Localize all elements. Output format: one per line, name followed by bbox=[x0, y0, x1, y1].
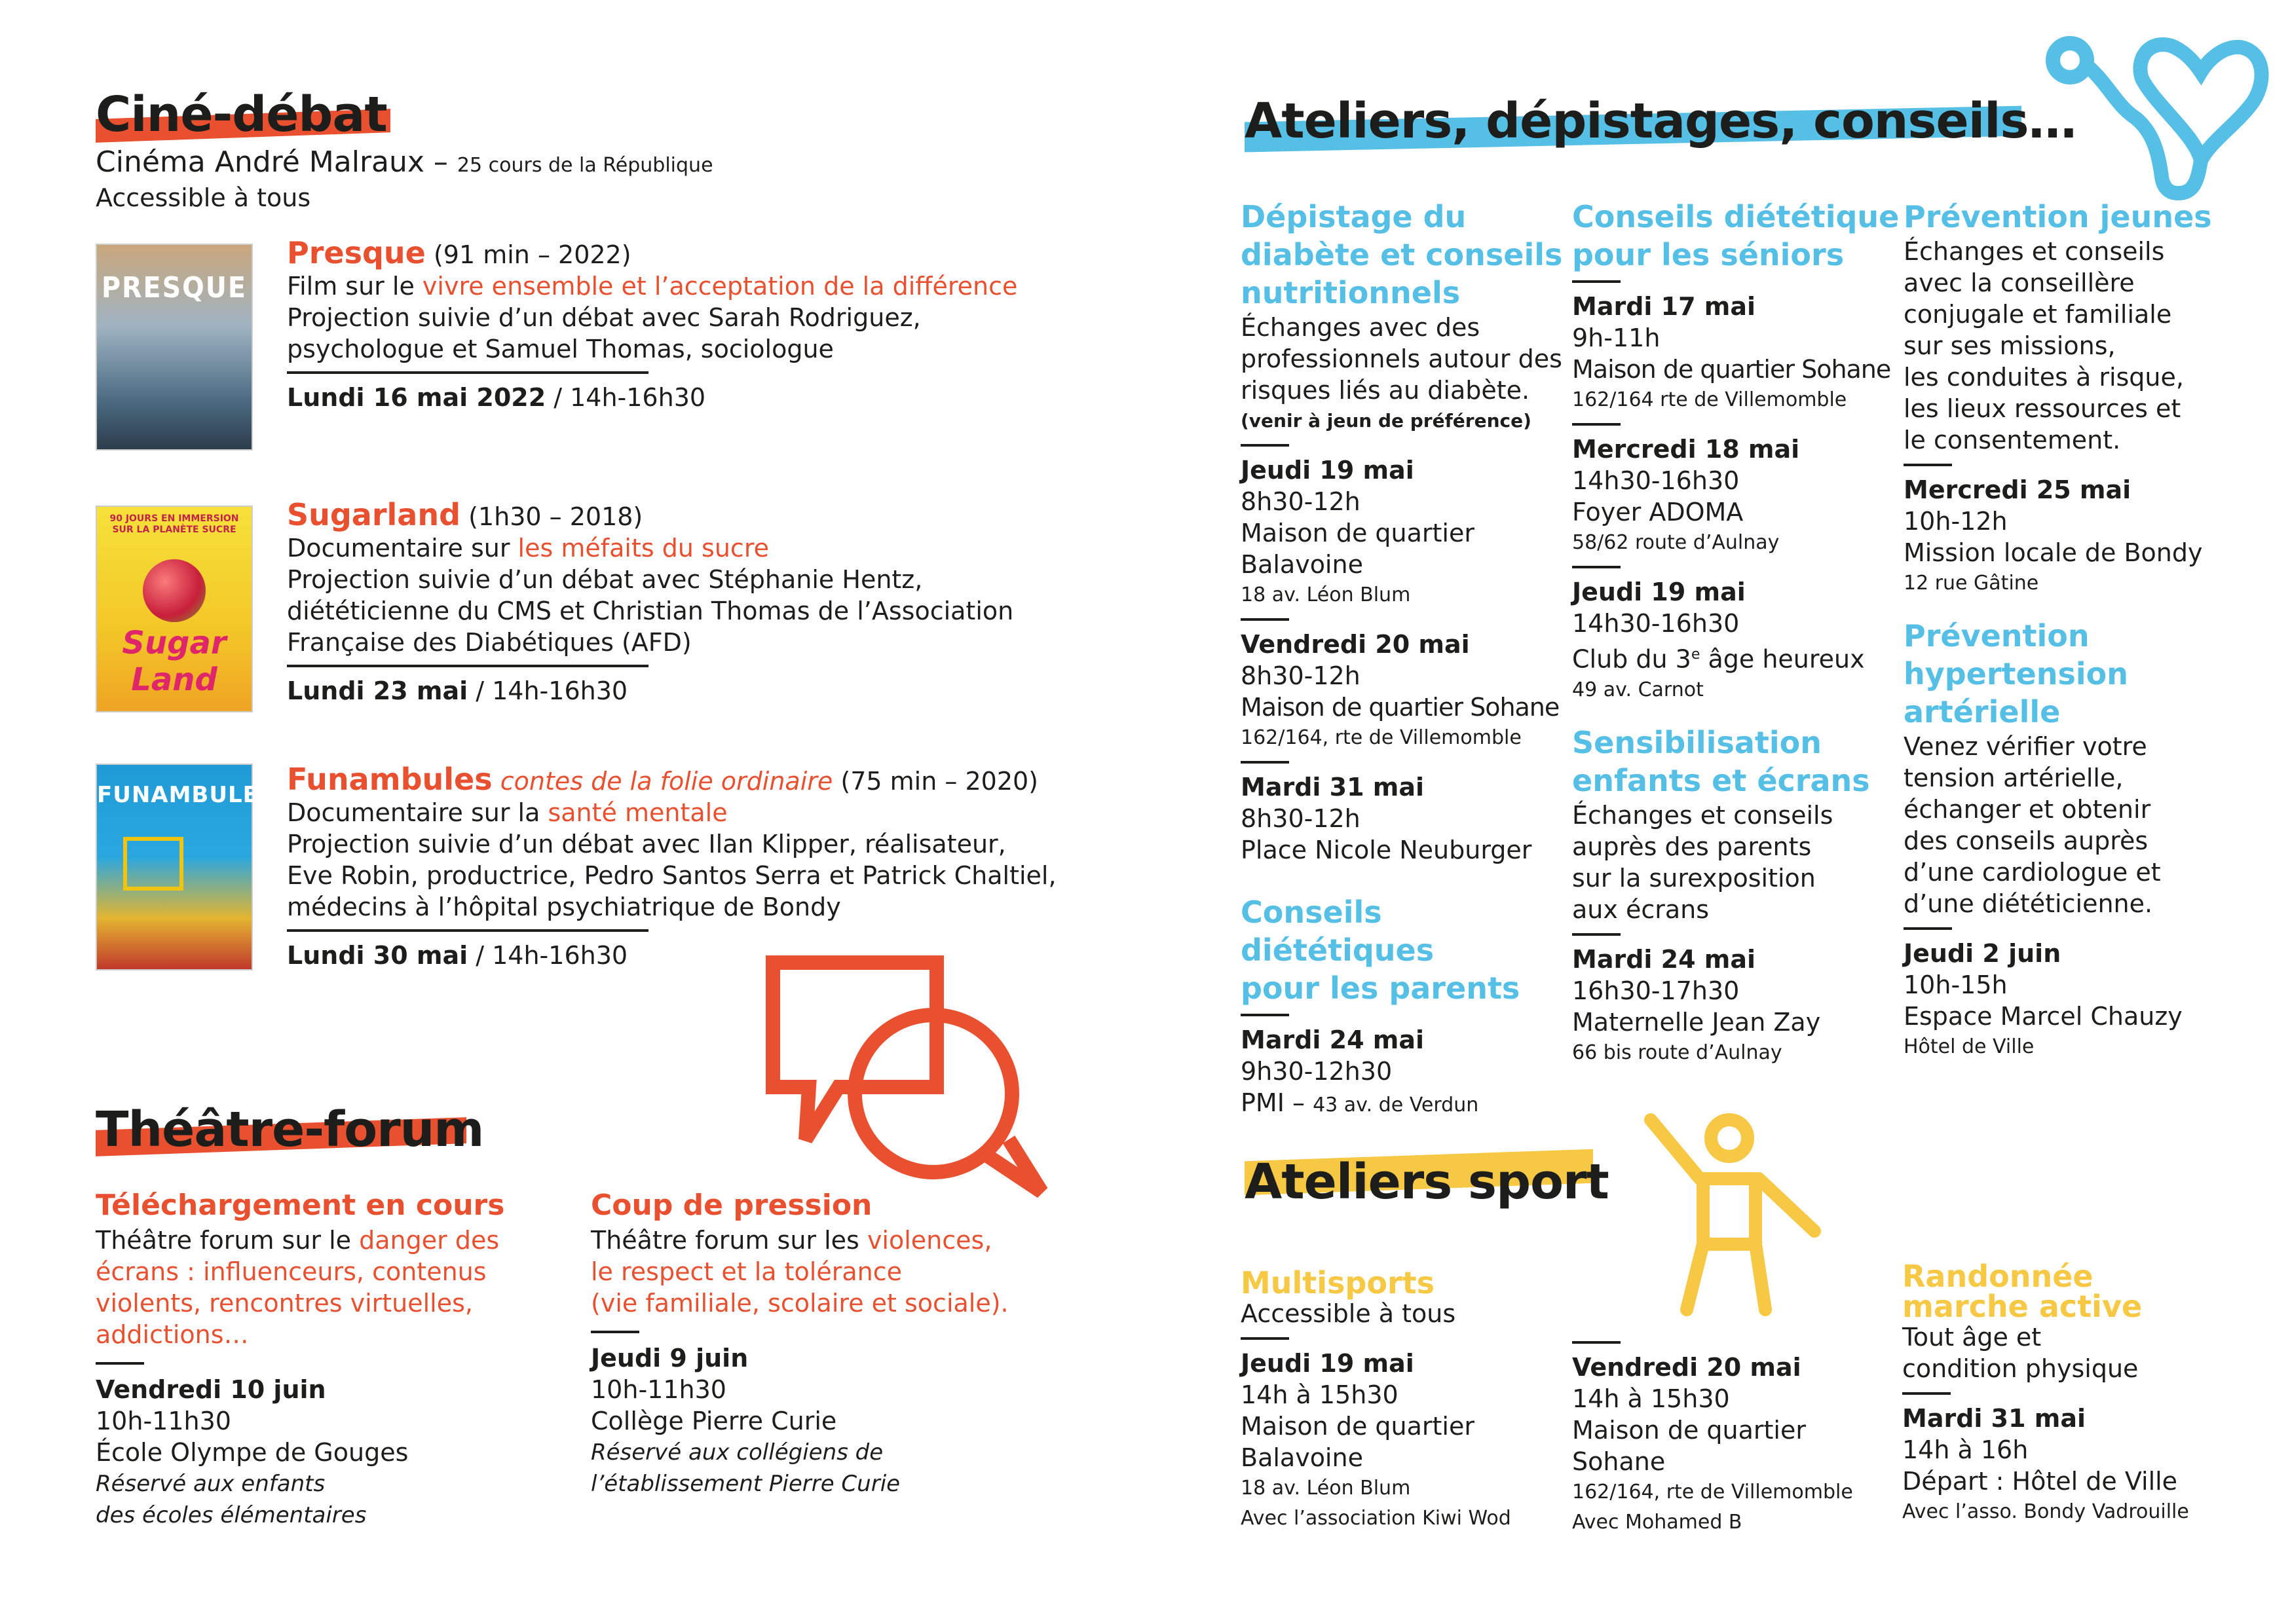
sport-col1-place1: Maison de quartier bbox=[1241, 1412, 1474, 1441]
ateliers-col3 bbox=[1904, 198, 2270, 1062]
speech-bubbles-icon bbox=[760, 950, 1061, 1198]
col2-heading-1: Conseils diététique bbox=[1572, 199, 1900, 234]
col3-desc3: conjugale et familiale bbox=[1904, 300, 2172, 329]
sport-col3 bbox=[1902, 1261, 2269, 1527]
film-funambules-rule bbox=[287, 929, 648, 932]
col1-s2-addr: 162/164, rte de Villemomble bbox=[1241, 726, 1522, 749]
col2-s3-date: Jeudi 19 mai bbox=[1572, 578, 1746, 606]
show-coup-time: 10h-11h30 bbox=[591, 1375, 726, 1404]
col2-s1-time: 9h-11h bbox=[1572, 323, 1661, 352]
poster-sugarland-apple bbox=[143, 559, 206, 622]
col2-heading-3: Sensibilisation bbox=[1572, 724, 1822, 760]
col2-rule-4 bbox=[1572, 933, 1621, 936]
film-presque-theme: Film sur le vivre ensemble et l’acceptation de la différence bbox=[287, 272, 1018, 301]
col3-desc2: avec la conseillère bbox=[1904, 268, 2135, 297]
ateliers-col2 bbox=[1572, 198, 1900, 1068]
film-funambules-desc3: médecins à l’hôpital psychiatrique de Bondy bbox=[287, 893, 841, 921]
col1-heading-1: Dépistage du bbox=[1241, 199, 1467, 234]
col3-e5: d’une cardiologue et bbox=[1904, 858, 2161, 887]
film-presque-rule bbox=[287, 371, 648, 374]
poster-presque-title: PRESQUE bbox=[102, 271, 247, 304]
col1-s3-date: Mardi 31 mai bbox=[1241, 773, 1425, 802]
col2-desc3: sur la surexposition bbox=[1572, 863, 1816, 893]
sport-col3-place: Départ : Hôtel de Ville bbox=[1902, 1467, 2178, 1496]
col2-s3-addr: 49 av. Carnot bbox=[1572, 678, 1704, 701]
col1-desc2: professionnels autour des bbox=[1241, 344, 1562, 373]
sport-col1-addr: 18 av. Léon Blum bbox=[1241, 1477, 1411, 1500]
poster-sugarland bbox=[96, 506, 253, 712]
col3-e6: d’une diététicienne. bbox=[1904, 889, 2153, 918]
col1-s1-date: Jeudi 19 mai bbox=[1241, 456, 1414, 485]
sport-col1 bbox=[1241, 1265, 1568, 1534]
col1-rule-3 bbox=[1241, 761, 1289, 764]
col1-rule-2 bbox=[1241, 618, 1289, 621]
col1-note: (venir à jeun de préférence) bbox=[1241, 410, 1531, 432]
col2-s2-addr: 58/62 route d’Aulnay bbox=[1572, 531, 1780, 554]
col1-s3-time: 8h30-12h bbox=[1241, 804, 1361, 833]
col2-s1-place: Maison de quartier Sohane bbox=[1572, 355, 1891, 384]
col1-s4-time: 9h30-12h30 bbox=[1241, 1057, 1393, 1086]
col1-s1-addr: 18 av. Léon Blum bbox=[1241, 583, 1411, 606]
col3-heading-3: hypertension bbox=[1904, 656, 2128, 692]
show-telechargement-note2: des écoles élémentaires bbox=[96, 1502, 367, 1528]
sport-col2-place2: Sohane bbox=[1572, 1447, 1666, 1476]
col1-rule-4 bbox=[1241, 1014, 1289, 1016]
sport-header bbox=[1245, 1153, 1638, 1218]
sport-col2-time: 14h à 15h30 bbox=[1572, 1384, 1730, 1413]
show-telechargement-l3: violents, rencontres virtuelles, bbox=[96, 1289, 473, 1318]
show-telechargement-rule bbox=[96, 1362, 144, 1365]
poster-funambules-frame bbox=[123, 837, 183, 891]
col3-rule-2 bbox=[1904, 927, 1952, 930]
ateliers-title: Ateliers, dépistages, conseils… bbox=[1245, 93, 2076, 149]
col1-desc3: risques liés au diabète. bbox=[1241, 376, 1530, 405]
col3-s2-place: Espace Marcel Chauzy bbox=[1904, 1002, 2183, 1031]
col3-s2-date: Jeudi 2 juin bbox=[1904, 939, 2061, 968]
sport-col2-with: Avec Mohamed B bbox=[1572, 1511, 1742, 1534]
col3-e1: Venez vérifier votre bbox=[1904, 732, 2147, 761]
col1-s1-time: 8h30-12h bbox=[1241, 487, 1361, 516]
sport-col1-sub: Accessible à tous bbox=[1241, 1299, 1456, 1328]
col2-rule-2 bbox=[1572, 423, 1621, 426]
col2-s4-time: 16h30-17h30 bbox=[1572, 976, 1740, 1005]
show-telechargement bbox=[96, 1187, 567, 1531]
sport-col3-rule bbox=[1902, 1392, 1951, 1395]
col2-desc4: aux écrans bbox=[1572, 895, 1709, 924]
col2-rule-3 bbox=[1572, 566, 1621, 568]
film-sugarland-rule bbox=[287, 665, 648, 667]
film-sugarland-desc3: Française des Diabétiques (AFD) bbox=[287, 628, 692, 657]
col2-s2-time: 14h30-16h30 bbox=[1572, 466, 1740, 495]
film-funambules-desc1: Projection suivie d’un débat avec Ilan Klipper, réalisateur, bbox=[287, 830, 1006, 858]
col1-s4-place: PMI – 43 av. de Verdun bbox=[1241, 1088, 1479, 1117]
show-telechargement-place: École Olympe de Gouges bbox=[96, 1438, 409, 1467]
col2-heading-4: enfants et écrans bbox=[1572, 762, 1870, 798]
stick-figure-icon bbox=[1638, 1107, 1834, 1329]
sport-col1-heading: Multisports bbox=[1241, 1265, 1435, 1301]
col1-s1-place2: Balavoine bbox=[1241, 550, 1363, 579]
theatre-title: Théâtre-forum bbox=[96, 1101, 484, 1158]
poster-sugarland-sub: 90 JOURS EN IMMERSION SUR LA PLANÈTE SUCRE bbox=[109, 513, 239, 535]
col3-heading-4: artérielle bbox=[1904, 694, 2061, 729]
col3-s1-addr: 12 rue Gâtine bbox=[1904, 572, 2039, 595]
col3-desc4: sur ses missions, bbox=[1904, 331, 2116, 360]
col1-heading-5: pour les parents bbox=[1241, 970, 1520, 1006]
film-funambules-desc2: Eve Robin, productrice, Pedro Santos Serra et Patrick Chaltiel, bbox=[287, 861, 1057, 890]
col3-desc5: les conduites à risque, bbox=[1904, 363, 2184, 392]
sport-col1-date: Jeudi 19 mai bbox=[1241, 1349, 1414, 1378]
col1-s2-date: Vendredi 20 mai bbox=[1241, 630, 1470, 659]
sport-col2 bbox=[1572, 1341, 1900, 1538]
col3-rule-1 bbox=[1904, 464, 1952, 466]
sport-col3-sub1: Tout âge et bbox=[1902, 1323, 2042, 1352]
col2-s2-date: Mercredi 18 mai bbox=[1572, 435, 1800, 464]
col3-desc6: les lieux ressources et bbox=[1904, 394, 2181, 423]
col3-s1-date: Mercredi 25 mai bbox=[1904, 475, 2131, 504]
col2-desc2: auprès des parents bbox=[1572, 832, 1812, 861]
show-telechargement-l1: Théâtre forum sur le danger des bbox=[96, 1226, 500, 1255]
col2-s1-date: Mardi 17 mai bbox=[1572, 292, 1756, 321]
film-funambules bbox=[287, 764, 1138, 971]
sport-title: Ateliers sport bbox=[1245, 1154, 1609, 1210]
col1-s4-date: Mardi 24 mai bbox=[1241, 1025, 1425, 1054]
col3-heading-1: Prévention jeunes bbox=[1904, 199, 2212, 234]
col3-s2-addr: Hôtel de Ville bbox=[1904, 1035, 2035, 1058]
film-sugarland-heading: Sugarland (1h30 – 2018) bbox=[287, 497, 643, 532]
col2-rule-1 bbox=[1572, 280, 1621, 283]
film-presque bbox=[287, 237, 1073, 413]
show-telechargement-date: Vendredi 10 juin bbox=[96, 1375, 326, 1404]
col1-desc1: Échanges avec des bbox=[1241, 313, 1480, 342]
poster-funambules-title: FUNAMBULES bbox=[97, 782, 276, 808]
col1-heading-2: diabète et conseils bbox=[1241, 237, 1563, 272]
film-funambules-theme: Documentaire sur la santé mentale bbox=[287, 798, 728, 827]
col3-s2-time: 10h-15h bbox=[1904, 970, 2008, 999]
col1-heading-3: nutritionnels bbox=[1241, 275, 1461, 310]
film-funambules-heading: Funambules contes de la folie ordinaire (75 min – 2020) bbox=[287, 762, 1038, 797]
poster-presque bbox=[96, 244, 253, 451]
film-presque-heading: Presque (91 min – 2022) bbox=[287, 235, 631, 270]
film-presque-desc2: psychologue et Samuel Thomas, sociologue bbox=[287, 335, 834, 363]
sport-col1-rule bbox=[1241, 1337, 1289, 1340]
poster-sugarland-title: Sugar Land bbox=[122, 625, 227, 698]
sport-col1-time: 14h à 15h30 bbox=[1241, 1380, 1398, 1409]
film-sugarland bbox=[287, 499, 1073, 707]
col2-s4-place: Maternelle Jean Zay bbox=[1572, 1007, 1821, 1037]
film-presque-date: Lundi 16 mai 2022 / 14h-16h30 bbox=[287, 383, 706, 412]
show-telechargement-l4: addictions… bbox=[96, 1320, 249, 1349]
sport-col3-date: Mardi 31 mai bbox=[1902, 1404, 2086, 1433]
theatre-section bbox=[96, 1100, 1078, 1158]
show-coup-rule bbox=[591, 1331, 639, 1333]
sport-col1-place2: Balavoine bbox=[1241, 1443, 1363, 1472]
col3-s1-place: Mission locale de Bondy bbox=[1904, 538, 2203, 567]
sport-col2-rule bbox=[1572, 1341, 1621, 1344]
col3-desc1: Échanges et conseils bbox=[1904, 237, 2165, 266]
col2-s3-time: 14h30-16h30 bbox=[1572, 609, 1740, 638]
col2-s4-addr: 66 bis route d’Aulnay bbox=[1572, 1041, 1782, 1064]
ateliers-header bbox=[1245, 92, 2096, 157]
sport-col3-heading-2: marche active bbox=[1902, 1289, 2143, 1324]
show-coup-l1: Théâtre forum sur les violences, bbox=[591, 1226, 992, 1255]
sport-col3-heading-1: Randonnée bbox=[1902, 1259, 2093, 1294]
cine-venue: Cinéma André Malraux – 25 cours de la République bbox=[96, 145, 713, 179]
show-telechargement-title: Téléchargement en cours bbox=[96, 1189, 505, 1222]
col3-e2: tension artérielle, bbox=[1904, 764, 2124, 792]
ateliers-col1 bbox=[1241, 198, 1568, 1120]
col3-desc7: le consentement. bbox=[1904, 426, 2121, 454]
show-coup-place: Collège Pierre Curie bbox=[591, 1407, 837, 1435]
show-telechargement-note1: Réservé aux enfants bbox=[96, 1471, 326, 1497]
col3-e3: échanger et obtenir bbox=[1904, 795, 2151, 824]
show-coup-title: Coup de pression bbox=[591, 1189, 873, 1222]
col2-s2-place: Foyer ADOMA bbox=[1572, 498, 1744, 526]
sport-col2-place1: Maison de quartier bbox=[1572, 1416, 1806, 1445]
show-coup-l3: (vie familiale, scolaire et sociale). bbox=[591, 1289, 1009, 1318]
col2-desc1: Échanges et conseils bbox=[1572, 800, 1833, 830]
col2-s4-date: Mardi 24 mai bbox=[1572, 944, 1756, 974]
cine-title: Ciné-débat bbox=[96, 86, 387, 143]
show-coup-note1: Réservé aux collégiens de bbox=[591, 1439, 884, 1466]
sport-col3-sub2: condition physique bbox=[1902, 1354, 2139, 1383]
show-coup-de-pression bbox=[591, 1187, 1062, 1500]
col3-heading-2: Prévention bbox=[1904, 618, 2090, 654]
film-presque-desc1: Projection suivie d’un débat avec Sarah Rodriguez, bbox=[287, 303, 921, 332]
sport-col3-time: 14h à 16h bbox=[1902, 1435, 2029, 1464]
film-sugarland-desc2: diététicienne du CMS et Christian Thomas de l’Association bbox=[287, 597, 1014, 625]
film-sugarland-date: Lundi 23 mai / 14h-16h30 bbox=[287, 676, 628, 705]
col2-heading-2: pour les séniors bbox=[1572, 237, 1845, 272]
cine-access: Accessible à tous bbox=[96, 183, 311, 212]
sport-col1-with: Avec l’association Kiwi Wod bbox=[1241, 1507, 1511, 1530]
col1-rule-1 bbox=[1241, 444, 1289, 447]
poster-funambules bbox=[96, 764, 276, 970]
col1-s1-place1: Maison de quartier bbox=[1241, 519, 1474, 547]
sport-col2-date: Vendredi 20 mai bbox=[1572, 1353, 1801, 1382]
col1-s3-place: Place Nicole Neuburger bbox=[1241, 836, 1532, 864]
sport-col3-with: Avec l’asso. Bondy Vadrouille bbox=[1902, 1500, 2189, 1523]
col3-s1-time: 10h-12h bbox=[1904, 507, 2008, 536]
show-telechargement-l2: écrans : influenceurs, contenus bbox=[96, 1257, 487, 1286]
show-coup-date: Jeudi 9 juin bbox=[591, 1344, 749, 1373]
col2-s1-addr: 162/164 rte de Villemomble bbox=[1572, 388, 1847, 411]
sport-col2-addr: 162/164, rte de Villemomble bbox=[1572, 1481, 1853, 1504]
col2-s3-place: Club du 3e âge heureux bbox=[1572, 644, 1865, 674]
col1-heading-4: Conseils diététiques bbox=[1241, 895, 1435, 968]
show-coup-note2: l’établissement Pierre Curie bbox=[591, 1471, 901, 1497]
show-telechargement-time: 10h-11h30 bbox=[96, 1407, 231, 1435]
film-funambules-date: Lundi 30 mai / 14h-16h30 bbox=[287, 941, 628, 970]
film-sugarland-theme: Documentaire sur les méfaits du sucre bbox=[287, 534, 769, 563]
film-sugarland-desc1: Projection suivie d’un débat avec Stéphanie Hentz, bbox=[287, 565, 923, 594]
col1-s2-time: 8h30-12h bbox=[1241, 661, 1361, 690]
col3-e4: des conseils auprès bbox=[1904, 826, 2149, 855]
show-coup-l2: le respect et la tolérance bbox=[591, 1257, 902, 1286]
col1-s2-place: Maison de quartier Sohane bbox=[1241, 693, 1560, 722]
